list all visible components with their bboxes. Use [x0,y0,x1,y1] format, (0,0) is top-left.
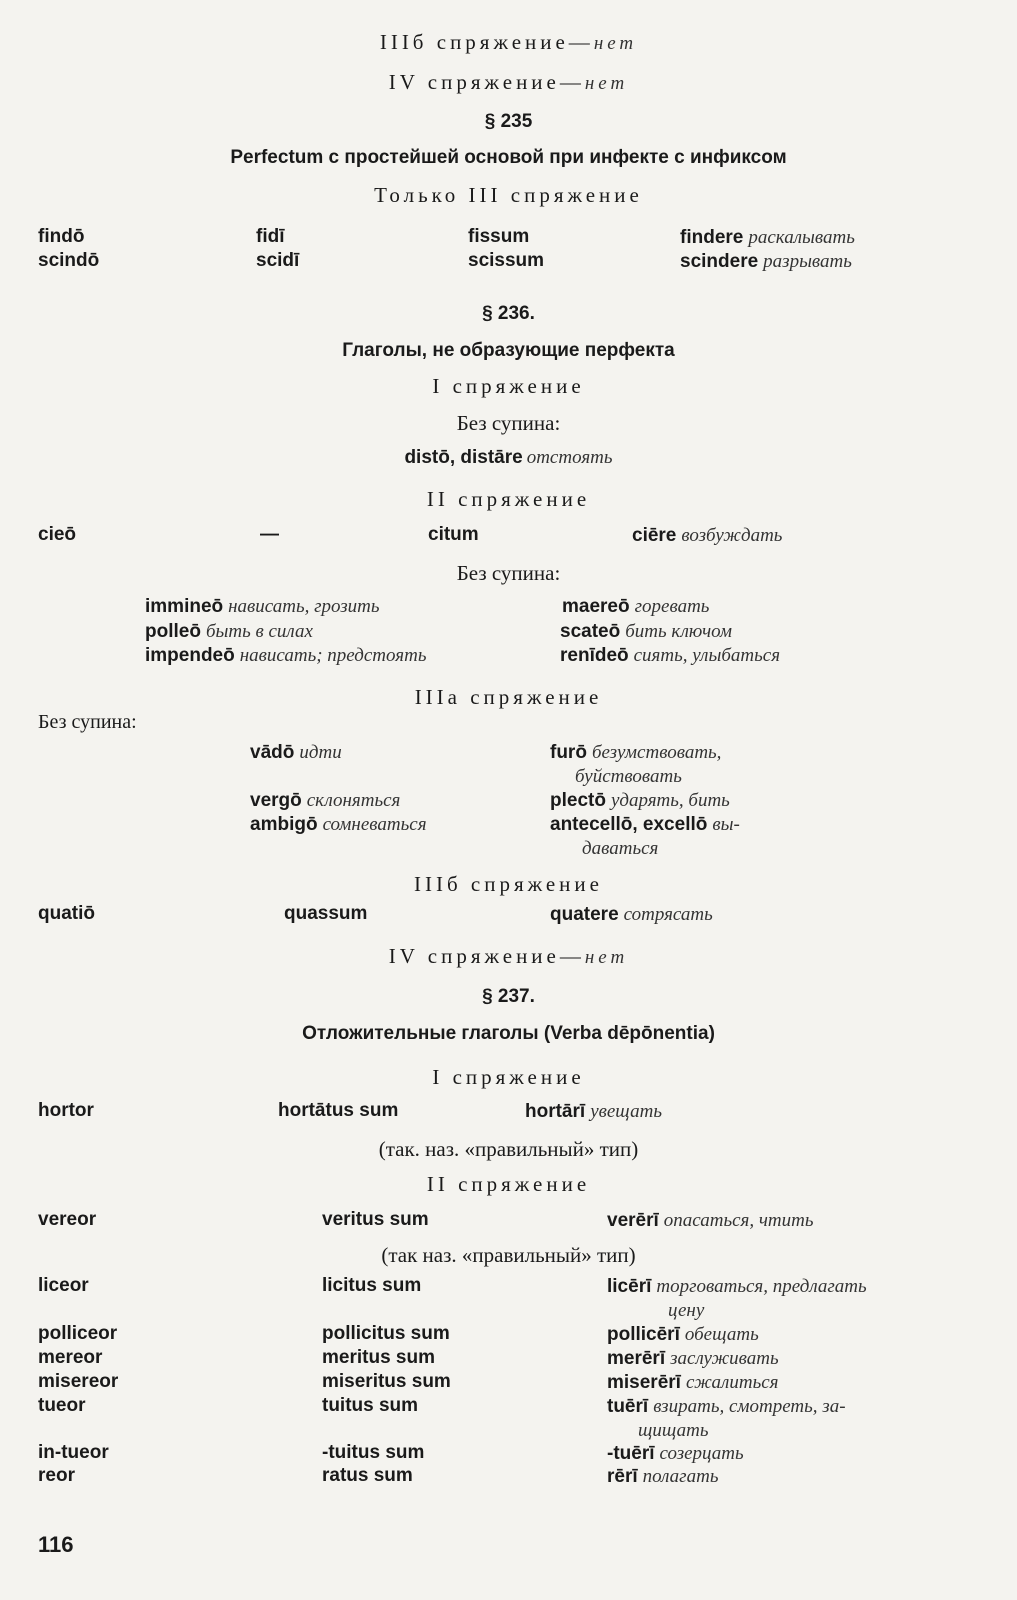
section-237-title: Отложительные глаголы (Verba dēpōnentia) [302,1023,715,1044]
section-236-title: Глаголы, не образующие перфекта [342,340,675,361]
heading-iiib-conj: IIIб спряжение [414,872,603,896]
heading-iv-none: IV спряжение—нет [388,944,629,968]
document-page: IIIб спряжение—нет IV спряжение—нет § 235 Perfectum с простейшей основой при инфекте с инфиксом Только III спряжение findō fidī fissum findere раскалывать scindō scidī scissum scindere разрывать § 236. Глаголы, не образующие перфекта I спряжение Без супина: distō, distāre отстоять II спряжение cieō — citum ciēre возбуждать Без супина: immineō нависать, грозить polleō быть в силах impendeō нависать; предстоять maereō горевать scateō бить ключом renīdeō сиять, улыбаться IIIa спряжение Без супина: vādō идти furō безумствовать, буйствовать vergō склоняться plectō ударять, бить ambigō сомневаться antecellō, excellō вы- даваться IIIб спряжение quatiō quassum quatere сотрясать IV спряжение—нет § 237. Отложительные глаголы (Verba dēpōnentia) I спряжение hortor hortātus sum hortārī увещать (так. наз. «правильный» тип) II спряжение vereor veritus sum verērī опасаться, чтить (так наз. «правильный» тип) liceor licitus sum licērī торговаться, предлагать цену polliceor pollicitus sum pollicērī обещать mereor meritus sum merērī заслуживать misereor miseritus sum miserērī сжалиться tueor tuitus sum tuērī взирать, смотреть, за- щищать in-tueor -tuitus sum -tuērī созерцать reor ratus sum rērī полагать 116 [0,0,1017,1600]
disto-entry: distō, distāre отстоять [404,447,613,468]
heading-i-conj: I спряжение [432,1065,585,1089]
no-supine-label: Без супина: [456,561,561,585]
heading-only-iii: Только III спряжение [374,183,643,207]
no-supine-label: Без супина: [456,411,561,435]
regular-type-note: (так. наз. «правильный» тип) [378,1137,639,1161]
section-237: § 237. [482,986,535,1007]
section-235-title: Perfectum с простейшей основой при инфекте с инфиксом [230,147,787,168]
section-235: § 235 [484,111,533,132]
heading-ii-conj: II спряжение [426,487,591,511]
no-supine-label: Без супина: [38,711,137,733]
page-number: 116 [38,1532,74,1557]
section-236: § 236. [482,303,535,324]
heading-iv-none: IV спряжение—нет [388,70,629,94]
heading-ii-conj: II спряжение [426,1172,591,1196]
heading-iiib-none: IIIб спряжение—нет [379,30,638,54]
heading-iiia-conj: IIIa спряжение [414,685,603,709]
heading-i-conj: I спряжение [432,374,585,398]
regular-type-note: (так наз. «правильный» тип) [381,1243,636,1267]
